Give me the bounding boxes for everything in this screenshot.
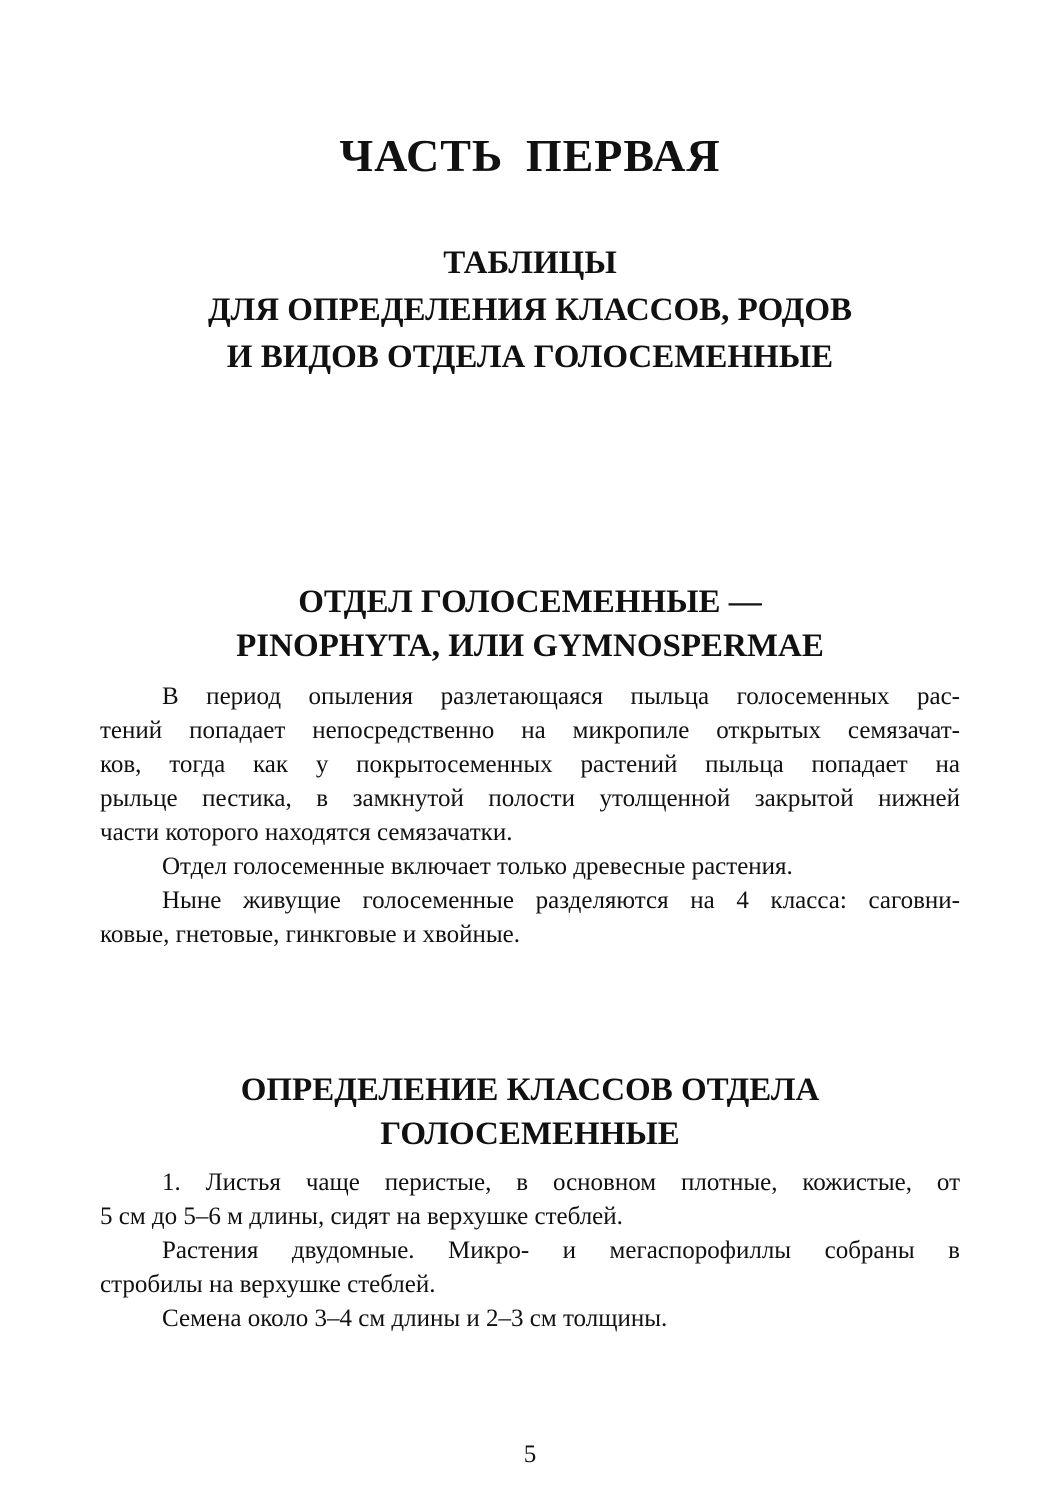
text-line: ков, тогда как у покрытосеменных растений пыльца попадает на	[100, 751, 960, 778]
text-line: рыльце пестика, в замкнутой полости утолщенной закрытой нижней	[100, 785, 960, 812]
page-number: 5	[523, 1441, 537, 1468]
division-heading	[0, 580, 1060, 668]
division-text	[100, 680, 960, 952]
text-line: ковые, гнетовые, гинкговые и хвойные.	[100, 921, 520, 948]
text-line: части которого находятся семязачатки.	[100, 819, 513, 846]
text-line: Ныне живущие голосеменные разделяются на 4 класса: саговни-	[162, 887, 960, 914]
part-subtitle	[0, 240, 1060, 381]
classes-heading	[0, 1068, 1060, 1156]
text-line: Растения двудомные. Микро- и мегаспорофиллы собраны в	[162, 1237, 960, 1264]
subtitle-line: И ВИДОВ ОТДЕЛА ГОЛОСЕМЕННЫЕ	[226, 339, 834, 375]
heading-line: ОПРЕДЕЛЕНИЕ КЛАССОВ ОТДЕЛА	[240, 1072, 820, 1108]
classes-text	[100, 1166, 960, 1336]
text-line: стробилы на верхушке стеблей.	[100, 1271, 436, 1298]
text-line: 5 см до 5–6 м длины, сидят на верхушке стеблей.	[100, 1203, 623, 1230]
heading-line: ГОЛОСЕМЕННЫЕ	[380, 1116, 680, 1152]
subtitle-line: ДЛЯ ОПРЕДЕЛЕНИЯ КЛАССОВ, РОДОВ	[207, 292, 853, 328]
text-line: 1. Листья чаще перистые, в основном плотные, кожистые, от	[162, 1169, 960, 1196]
text-line: В период опыления разлетающаяся пыльца голосеменных рас-	[162, 683, 960, 710]
part-title: ЧАСТЬ ПЕРВАЯ	[339, 130, 721, 181]
text-line: тений попадает непосредственно на микропиле открытых семязачат-	[100, 717, 960, 744]
heading-line: PINOPHYTA, ИЛИ GYMNOSPERMAE	[236, 628, 824, 664]
subtitle-line: ТАБЛИЦЫ	[443, 245, 617, 281]
text-line: Семена около 3–4 см длины и 2–3 см толщины.	[162, 1305, 668, 1332]
heading-line: ОТДЕЛ ГОЛОСЕМЕННЫЕ —	[298, 584, 762, 620]
text-line: Отдел голосеменные включает только древесные растения.	[162, 853, 793, 880]
